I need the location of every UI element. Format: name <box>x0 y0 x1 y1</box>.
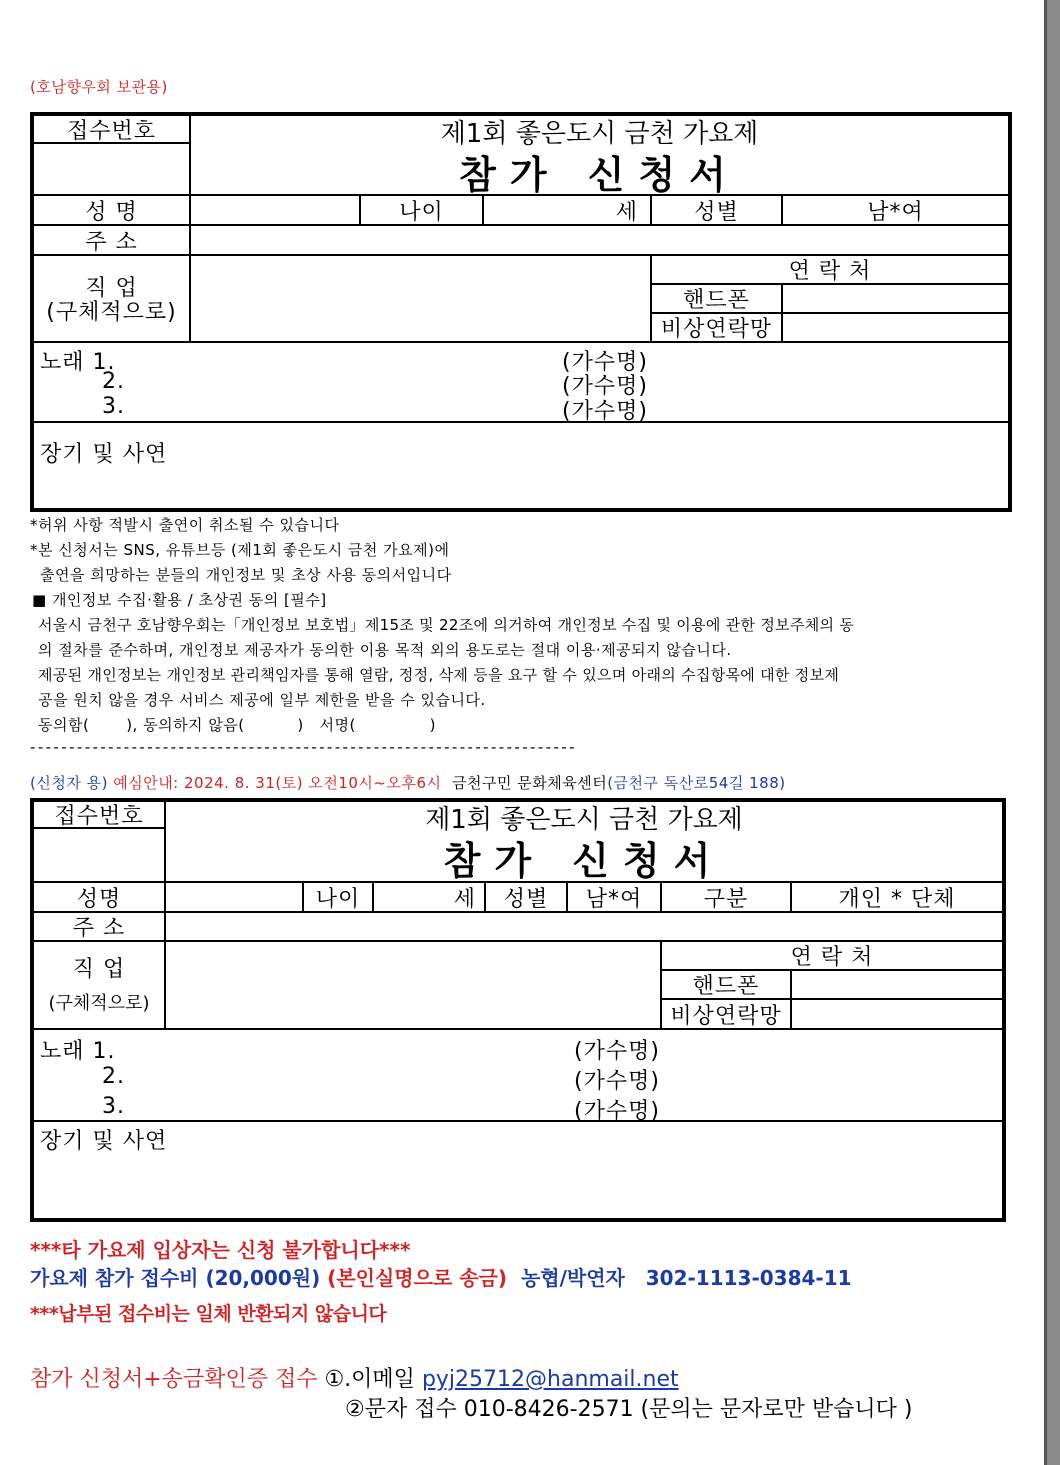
cut-line: ---------------------------------------------------------------------- <box>30 738 577 756</box>
top-age-field[interactable] <box>483 195 651 225</box>
bottom-talent-label: 장기 및 사연 <box>40 1129 168 1154</box>
top-contact-label: 연 락 처 <box>651 255 1009 284</box>
bottom-name-field[interactable] <box>165 882 303 912</box>
top-gender-label: 성별 <box>651 195 782 225</box>
submit-label: 참가 신청서+송금확인증 접수 <box>30 1367 318 1392</box>
top-singer1-label: (가수명) <box>562 350 648 375</box>
top-job-label-box <box>33 255 190 342</box>
fee-line <box>30 1262 852 1291</box>
bottom-song2-label: 2. <box>102 1064 125 1089</box>
top-song1-label: 노래 1. <box>40 350 116 375</box>
fee-label: 가요제 참가 접수비 (20,000원) <box>30 1266 321 1290</box>
bottom-phone-field[interactable] <box>791 970 1003 999</box>
bottom-address-label: 주 소 <box>33 912 165 941</box>
note-line2: *본 신청서는 SNS, 유튜브등 (제1회 좋은도시 금천 가요제)에 <box>30 541 450 559</box>
bottom-job-label: 직 업 <box>72 956 126 982</box>
applicant-info-line <box>30 772 786 793</box>
bottom-singer1-label: (가수명) <box>574 1039 660 1064</box>
top-job-label: 직 업 <box>85 275 138 301</box>
bottom-receipt-label: 접수번호 <box>33 801 165 828</box>
top-singer3-label: (가수명) <box>562 399 648 424</box>
bottom-age-unit: 세 <box>453 886 476 912</box>
note-line8: 공을 원치 않을 경우 서비스 제공에 일부 제한을 받을 수 있습니다. <box>38 691 486 709</box>
bottom-job-field[interactable] <box>165 941 661 1029</box>
method-sms: ②문자 접수 010-8426-2571 (문의는 문자로만 받습니다 ) <box>345 1397 913 1422</box>
bank-account: 농협/박연자 302-1113-0384-11 <box>520 1266 852 1290</box>
bottom-address-field[interactable] <box>165 912 1003 941</box>
note-line3: 출연을 희망하는 분들의 개인정보 및 초상 사용 동의서입니다 <box>40 566 452 584</box>
top-title-line2: 참가 신청서 <box>459 152 740 197</box>
bottom-song3-label: 3. <box>102 1094 125 1119</box>
method-email-label: ①.이메일 <box>324 1367 415 1392</box>
bottom-job-sub-label: (구체적으로) <box>48 993 150 1014</box>
bottom-singer2-label: (가수명) <box>574 1069 660 1094</box>
bottom-title-box <box>165 801 1003 882</box>
fee-note: (본인실명으로 송금) <box>327 1266 508 1290</box>
bottom-gender-field[interactable]: 남*여 <box>567 882 661 912</box>
top-job-field[interactable] <box>190 255 651 342</box>
top-phone-field[interactable] <box>782 284 1009 313</box>
top-name-label: 성 명 <box>33 195 190 225</box>
applicant-copy-label: (신청자 용) <box>30 774 108 792</box>
bottom-title-line1: 제1회 좋은도시 금천 가요제 <box>425 804 743 835</box>
bottom-category-field[interactable]: 개인 * 단체 <box>791 882 1003 912</box>
top-title-box <box>190 115 1009 195</box>
top-receipt-label: 접수번호 <box>33 115 190 143</box>
note-line7: 제공된 개인정보는 개인정보 관리책임자를 통해 열람, 정정, 삭제 등을 요구 할 수 있으며 아래의 수집항목에 대한 정보제 <box>38 666 840 684</box>
venue: 금천구민 문화체육센터 <box>452 774 608 792</box>
top-song2-label: 2. <box>102 369 125 394</box>
bottom-emergency-field[interactable] <box>791 999 1003 1029</box>
submit-line <box>30 1362 679 1393</box>
prelim-label: 예심안내: 2024. 8. 31(토) 오전10시~오후6시 <box>113 774 442 792</box>
bottom-title-line2: 참가 신청서 <box>443 838 725 883</box>
email-link[interactable]: pyj25712@hanmail.net <box>421 1367 679 1392</box>
bottom-songs-box[interactable] <box>33 1029 1003 1124</box>
warning-no-winners: ***타 가요제 입상자는 신청 불가합니다*** <box>30 1238 411 1262</box>
venue-address: (금천구 독산로54길 188) <box>607 774 786 792</box>
bottom-category-label: 구분 <box>661 882 791 912</box>
top-singer2-label: (가수명) <box>562 374 648 399</box>
note-line4: ■ 개인정보 수집·활용 / 초상권 동의 [필수] <box>32 591 327 609</box>
bottom-talent-box[interactable] <box>33 1121 1003 1219</box>
consent-line[interactable]: 동의함( ), 동의하지 않음( ) 서명( ) <box>38 716 436 734</box>
top-title-line1: 제1회 좋은도시 금천 가요제 <box>440 118 759 149</box>
top-name-field[interactable] <box>190 195 360 225</box>
note-line6: 의 절차를 준수하며, 개인정보 제공자가 동의한 이용 목적 외의 용도로는 절대 이용·제공되지 않습니다. <box>38 641 732 659</box>
top-talent-box[interactable] <box>33 422 1009 509</box>
bottom-age-field[interactable] <box>373 882 485 912</box>
bottom-gender-label: 성별 <box>485 882 567 912</box>
top-song3-label: 3. <box>102 394 125 419</box>
top-emergency-field[interactable] <box>782 313 1009 342</box>
bottom-singer3-label: (가수명) <box>574 1099 660 1124</box>
top-gender-field[interactable]: 남*여 <box>782 195 1009 225</box>
top-receipt-value[interactable] <box>33 143 190 195</box>
warning-no-refund: ***납부된 접수비는 일체 반환되지 않습니다 <box>30 1303 387 1325</box>
top-phone-label: 핸드폰 <box>651 284 782 313</box>
top-talent-label: 장기 및 사연 <box>40 442 168 467</box>
top-songs-box[interactable] <box>33 342 1009 422</box>
bottom-emergency-label: 비상연락망 <box>661 999 791 1029</box>
top-address-field[interactable] <box>190 225 1009 255</box>
note-line1: *허위 사항 적발시 출연이 취소될 수 있습니다 <box>30 516 340 534</box>
header-note: (호남향우회 보관용) <box>30 78 168 96</box>
bottom-phone-label: 핸드폰 <box>661 970 791 999</box>
top-age-unit: 세 <box>615 199 638 225</box>
top-job-sub-label: (구체적으로) <box>46 299 177 325</box>
top-age-label: 나이 <box>360 195 483 225</box>
bottom-name-label: 성명 <box>33 882 165 912</box>
bottom-song1-label: 노래 1. <box>40 1039 116 1064</box>
top-address-label: 주 소 <box>33 225 190 255</box>
bottom-receipt-value[interactable] <box>33 828 165 882</box>
bottom-contact-label: 연 락 처 <box>661 941 1003 970</box>
bottom-job-label-box <box>33 941 165 1029</box>
note-line5: 서울시 금천구 호남향우회는「개인정보 보호법」제15조 및 22조에 의거하여 개인정보 수집 및 이용에 관한 정보주체의 동 <box>38 616 855 634</box>
bottom-age-label: 나이 <box>303 882 373 912</box>
top-emergency-label: 비상연락망 <box>651 313 782 342</box>
